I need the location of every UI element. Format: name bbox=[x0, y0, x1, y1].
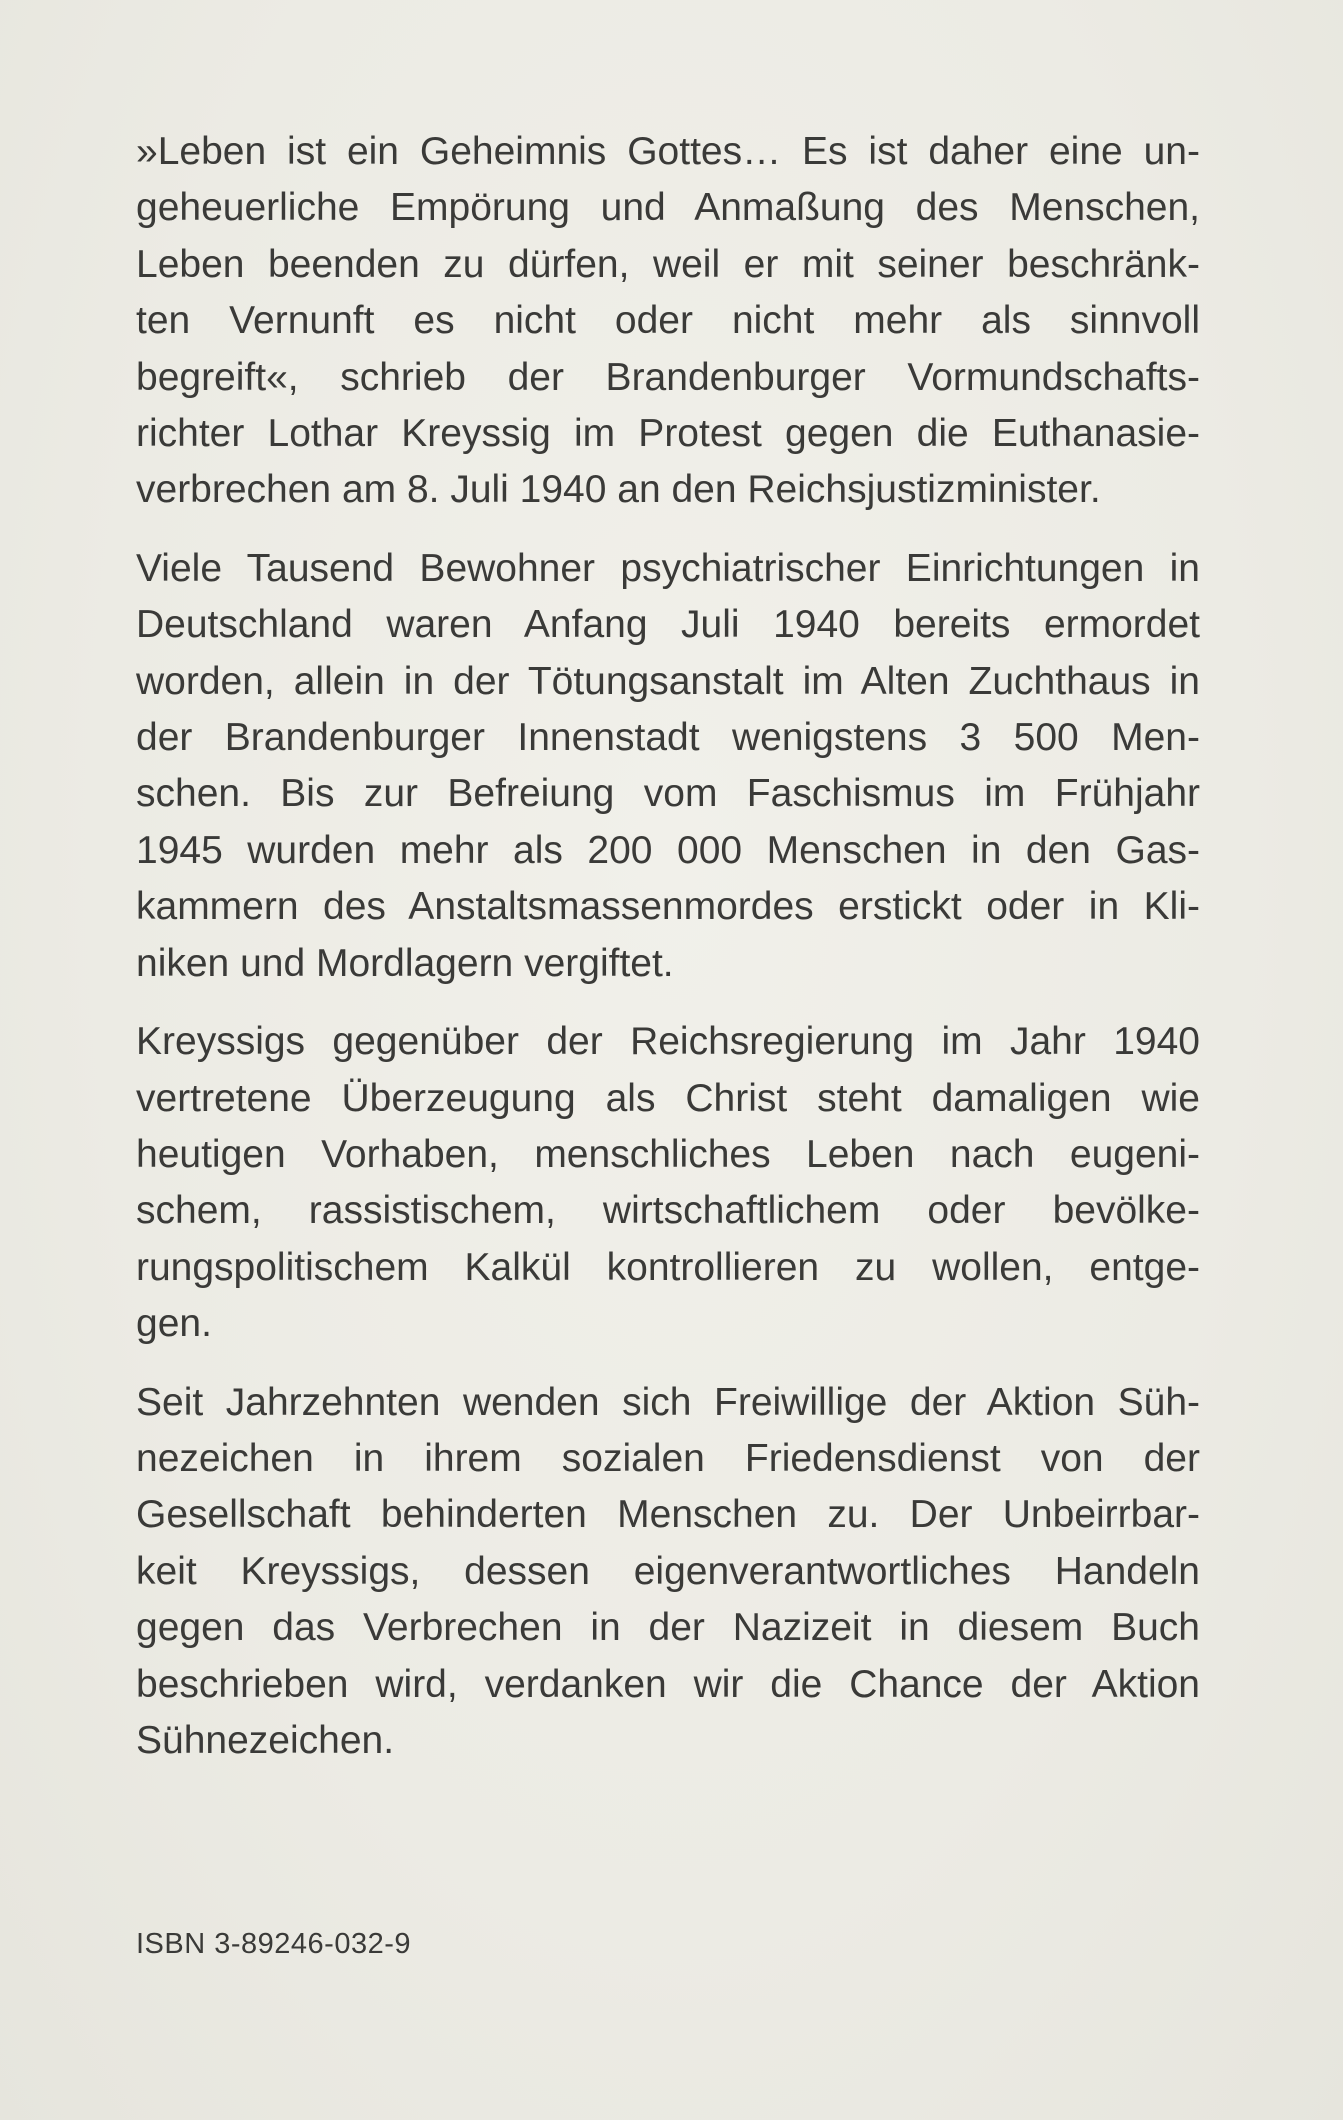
text-line: gen. bbox=[136, 1302, 212, 1346]
text-line: »Leben ist ein Geheimnis Gottes… Es ist daher eine un- bbox=[136, 130, 1200, 173]
text-line: richter Lothar Kreyssig im Protest gegen die Euthanasie- bbox=[136, 412, 1200, 456]
text-line: Deutschland waren Anfang Juli 1940 bereits ermordet bbox=[136, 603, 1200, 647]
paragraph-quote bbox=[136, 124, 1200, 519]
text-line: Seit Jahrzehnten wenden sich Freiwillige der Aktion Süh- bbox=[136, 1380, 1200, 1424]
text-line: keit Kreyssigs, dessen eigenverantwortliches Handeln bbox=[136, 1549, 1200, 1593]
text-line: schen. Bis zur Befreiung vom Faschismus im Frühjahr bbox=[136, 772, 1200, 816]
text-line: Sühnezeichen. bbox=[136, 1718, 395, 1762]
text-line: kammern des Anstaltsmassenmordes erstickt oder in Kli- bbox=[136, 885, 1200, 929]
text-line: beschrieben wird, verdanken wir die Chance der Aktion bbox=[136, 1662, 1200, 1706]
text-line: gegen das Verbrechen in der Nazizeit in diesem Buch bbox=[136, 1606, 1200, 1650]
text-line: ten Vernunft es nicht oder nicht mehr als sinnvoll bbox=[136, 299, 1200, 343]
text-line: begreift«, schrieb der Brandenburger Vormundschafts- bbox=[136, 355, 1200, 399]
text-line: Viele Tausend Bewohner psychiatrischer Einrichtungen in bbox=[136, 546, 1200, 590]
text-line: der Brandenburger Innenstadt wenigstens 3 500 Men- bbox=[136, 716, 1200, 760]
text-line: nezeichen in ihrem sozialen Friedensdienst von der bbox=[136, 1436, 1200, 1480]
text-line: niken und Mordlagern vergiftet. bbox=[136, 941, 674, 985]
text-line: geheuerliche Empörung und Anmaßung des Menschen, bbox=[136, 186, 1200, 230]
text-line: Gesellschaft behinderten Menschen zu. Der Unbeirrbar- bbox=[136, 1493, 1200, 1537]
paragraph-conviction bbox=[136, 1014, 1200, 1352]
text-line: verbrechen am 8. Juli 1940 an den Reichsjustizminister. bbox=[136, 468, 1101, 512]
paragraph-victims bbox=[136, 541, 1200, 992]
text-line: Leben beenden zu dürfen, weil er mit seiner beschränk- bbox=[136, 242, 1200, 286]
text-line: worden, allein in der Tötungsanstalt im Alten Zuchthaus in bbox=[136, 659, 1200, 703]
isbn-number: ISBN 3-89246-032-9 bbox=[136, 1928, 411, 1960]
blurb-text bbox=[136, 124, 1200, 1791]
paragraph-aktion-suehnezeichen bbox=[136, 1375, 1200, 1770]
text-line: heutigen Vorhaben, menschliches Leben nach eugeni- bbox=[136, 1132, 1200, 1176]
text-line: 1945 wurden mehr als 200 000 Menschen in den Gas- bbox=[136, 828, 1200, 872]
text-line: vertretene Überzeugung als Christ steht damaligen wie bbox=[136, 1076, 1200, 1120]
text-line: rungspolitischem Kalkül kontrollieren zu wollen, entge- bbox=[136, 1245, 1200, 1289]
text-line: schem, rassistischem, wirtschaftlichem oder bevölke- bbox=[136, 1189, 1200, 1233]
text-line: Kreyssigs gegenüber der Reichsregierung im Jahr 1940 bbox=[136, 1020, 1200, 1064]
